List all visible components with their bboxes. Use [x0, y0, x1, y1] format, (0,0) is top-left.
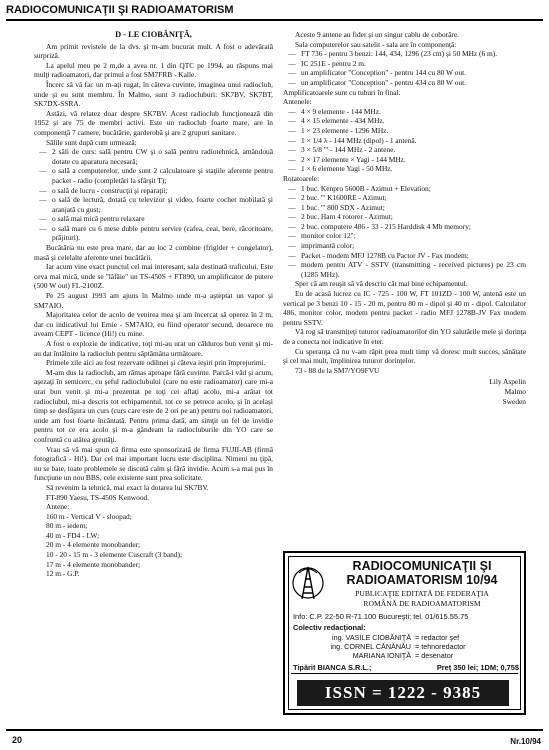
list-item — [283, 126, 526, 136]
list-item-text: 2 buc. computere 486 - 33 - 215 Harddisk 4 Mb memory; — [301, 221, 471, 231]
paragraph: 160 m - Vertical V - sloopad; — [46, 511, 132, 521]
paragraph: 40 m - FD4 - LW; — [46, 530, 100, 540]
list-bullet: — — [39, 214, 47, 224]
list-item — [283, 203, 526, 213]
list-item — [283, 222, 526, 232]
page-number: 20 — [12, 735, 23, 745]
list-bullet: — — [288, 193, 296, 203]
list-item — [283, 136, 526, 146]
list-item — [283, 260, 526, 279]
list-bullet: — — [288, 241, 296, 251]
list-item-text: 1 buc. "' 800 SDX - Azimut; — [301, 202, 385, 212]
list-item — [34, 224, 273, 243]
list-item-text: imprimantă color; — [301, 241, 355, 251]
paragraph: M-am dus la radioclub, am rămas aproape fără cuvinte. Parcă-i văd şi acum, aşezaţi în semicerc, cu şeful radioclubului (care nu este radioamator) care mi-a urat bun venit şi mi-a prezentat pe toţi cei aflaţi acolo, mi-a arătat tot radioclubul, mi-a descris tot echipamentul, tot ce se petrece acolo, şi în acelaşi timp se desfăşura un curs (curs care este de 2 ori pe an) pentru noi radioamatori, unde am fost foarte încântată. Pentru prima dată, am simţit un fel de invidie pentru tot ce era acolo şi m-a gândeam la radiocluburile din YO care se confruntă cu atâtea greutăţi. — [34, 367, 273, 444]
list-bullet: — — [288, 212, 296, 222]
paragraph: Antenele: — [283, 97, 312, 107]
staff-role: = redactor şef — [415, 633, 460, 642]
list-bullet: — — [39, 195, 47, 205]
list-bullet: — — [288, 145, 296, 155]
paragraph: Iar acum vine exact punctul cel mai interesant, sala destinată traficului. Este ceva mai mică, unde se "lăfăie" un TS-450S + FT890, un amplificator de putere (500 W out) FL-2100Z. — [34, 262, 273, 291]
paragraph: Majoritatea celor de acolo de venirea mea şi am încercat să operez în 2 m, dar cu indicativul lui Ernie - SM7AIO, eu fiind operator secund, deoarece nu aveam CEPT - licence (Hi!) cu mine. — [34, 310, 273, 339]
paragraph: 17 m - 4 elemente monobander; — [46, 559, 141, 569]
list-item-text: 2 buc. "' K1600RE - Azimut; — [301, 193, 387, 203]
list-bullet: — — [288, 116, 296, 126]
antenna-tower-logo-icon — [291, 561, 325, 603]
editorial-collective-label: Colectiv redacţional: — [293, 623, 366, 632]
staff-name: ing. CORNEL CĂNĂNĂU — [330, 642, 411, 652]
price: Preţ 350 lei; 1DM; 0,75$ — [436, 663, 519, 672]
staff-row — [293, 633, 519, 642]
list-bullet: — — [288, 154, 296, 164]
list-item — [34, 195, 273, 214]
list-bullet: — — [288, 135, 296, 145]
staff-row — [293, 651, 519, 660]
paragraph: Bucătăria nu este prea mare, dar au loc 2 combine (frigider + congelator), masă şi celelalte aferente unei bucătării. — [34, 243, 273, 262]
list-item-text: 1 × 1/4 λ - 144 MHz (dipol) - 1 antenă. — [301, 135, 417, 145]
list-item — [34, 147, 273, 166]
article-title: D - LE CIOBĂNIŢĂ, — [115, 30, 192, 39]
paragraph: 12 m - G.P. — [46, 569, 80, 579]
list-bullet: — — [288, 183, 296, 193]
list-item-text: 3 × 5/8 "' - 144 MHz - 2 antene. — [301, 145, 396, 155]
list-item-text: 4 × 15 elemente - 434 MHz. — [301, 116, 385, 126]
list-bullet: — — [288, 231, 296, 241]
paragraph: Amplificatoarele sunt cu tuburi în final. — [283, 87, 401, 97]
list-bullet: — — [39, 185, 47, 195]
paragraph: Aceste 9 antene au fider şi un singur cablu de coborâre. — [295, 30, 459, 39]
paragraph: Sala computerelor sau satelit - sala are în componenţă: — [295, 39, 457, 49]
publisher-line-2: ROMÂNĂ DE RADIOAMATORISM — [363, 599, 481, 608]
staff-role: = desenator — [415, 651, 454, 661]
list-item-text: 1 × 23 elemente - 1296 MHz. — [301, 125, 389, 135]
list-item — [34, 186, 273, 196]
masthead-title-line-2: RADIOAMATORISM 10/94 — [346, 573, 498, 587]
list-bullet: — — [288, 49, 296, 59]
paragraph: Sălile sunt după cum urmează: — [46, 137, 137, 147]
list-bullet: — — [288, 260, 296, 270]
list-bullet: — — [39, 147, 47, 157]
paragraph: Am primit revistele de la dvs. şi m-am bucurat mult. A fost o adevărată surpriză. — [34, 41, 273, 61]
masthead-title-line-1: RADIOCOMUNICAŢII ŞI — [352, 559, 492, 573]
publisher-line-1: PUBLICAŢIE EDITATĂ DE FEDERAŢIA — [355, 589, 489, 598]
paragraph: 73 - 88 de la SM7/YO9FVU — [295, 365, 380, 375]
list-item-text: modem pentru ATV - SSTV (transmitting - received pictures) pe 23 cm (1285 MHz). — [301, 260, 526, 279]
list-item — [283, 78, 526, 88]
list-bullet: — — [288, 221, 296, 231]
paragraph: Vă rog să transmiteţi tuturor radioamatorilor din YO salutările mele şi dorinţa de a conecta noi indicative în eter. — [283, 327, 526, 346]
list-bullet: — — [288, 106, 296, 116]
staff-name: MARIANA IONIŢĂ — [352, 651, 411, 661]
list-item — [34, 214, 273, 224]
list-bullet: — — [288, 77, 296, 87]
article-left-column — [34, 30, 273, 579]
paragraph: La apelul meu pe 2 m,de a avea nr. 1 din QTC pe 1994, au răspuns mai mulţi radioamatori, dar primul a fost SM7FRB - Kalle. — [34, 60, 273, 80]
paragraph: 80 m - iedern; — [46, 521, 88, 531]
masthead-separator — [291, 673, 518, 674]
paragraph: 10 - 20 - 15 m - 3 elemente Cuscraft (3 band); — [46, 550, 183, 560]
list-bullet: — — [288, 68, 296, 78]
printer-price-line — [293, 663, 519, 672]
list-item-text: 1 buc. Kenpro 5600B - Azimut + Elevation; — [301, 183, 431, 193]
paragraph: Eu de acasă lucrez cu IC - 725 - 100 W, FT 101ZD - 100 W, antenă este un vertical pe 3 benzi 10 - 15 - 20 m, pentru 80 m - dipol şi 40 m - dipol. Calculator 486, monitor color, modem pentru packet - radio MFJ 1278B-JV Fax modem pentru SSTV. — [283, 289, 526, 327]
paragraph: Astăzi, vă relatez doar despre SK7BV. Acest radioclub funcţionează din 1952 şi are 75 de membri activi. Este un radioclub foarte mare, are în componenţă 7 camere, bucătărie, garderobă şi are 2 grupuri sanitare. — [34, 108, 273, 137]
paragraph: A fost o explozie de indicative, toţi mi-au urat un călduros bun venit şi mi-au dat întâlnire la radioclub pentru săptămâna următoare. — [34, 339, 273, 358]
issue-number: Nr.10/94 — [510, 737, 541, 746]
list-item-text: Packet - modem MFJ 1278B cu Pactor JV - Fax modem; — [301, 250, 469, 260]
list-item — [34, 166, 273, 185]
list-item — [283, 116, 526, 126]
list-bullet: — — [288, 250, 296, 260]
list-bullet: — — [288, 125, 296, 135]
paragraph: FT-890 Yaesu, TS-450S Kenwood. — [46, 492, 150, 502]
list-bullet: — — [288, 202, 296, 212]
paragraph: Sper că am reuşit să vă descriu cât mai bine echipamentul. — [295, 279, 468, 289]
list-item-text: o sală mare cu 6 mese duble pentru servire (cafea, ceai, bere, răcoritoare, prăjituri). — [52, 223, 273, 243]
contact-info: Info: C.P. 22-50 R-71.100 Bucureşti; tel. 01/615.55.75 — [293, 612, 469, 621]
list-item-text: 2 buc. Ham 4 rotorer - Azimut; — [301, 212, 393, 222]
footer-rule — [6, 729, 543, 731]
editorial-staff-list — [293, 633, 519, 661]
list-item — [283, 241, 526, 251]
paragraph: Lily Aspelin — [489, 377, 526, 387]
list-item-text: o sală a computerelor, unde sunt 2 calculatoare şi staţiile aferente pentru packet - radio (completări la sfârşit T); — [52, 166, 273, 185]
list-bullet: — — [39, 166, 47, 176]
list-item-text: o sală mai mică pentru relaxare — [52, 214, 145, 224]
list-item-text: 1 × 6 elemente Yagi - 50 MHz. — [301, 164, 393, 174]
list-item — [283, 251, 526, 261]
list-item — [283, 59, 526, 69]
staff-role: = tehnoredactor — [415, 642, 466, 652]
list-item-text: 2 × 17 elemente × Yagi - 144 MHz. — [301, 154, 406, 164]
paragraph: Cu speranţa că nu v-am răpit prea mult timp vă doresc mult succes, sănătate şi cel mai mult, împlinirea tuturor dorinţelor. — [283, 346, 526, 366]
list-item — [283, 107, 526, 117]
article-right-column — [283, 30, 526, 406]
list-item — [283, 145, 526, 155]
list-item-text: o sală de lucru - construcţii şi reparaţii; — [52, 185, 168, 195]
list-item-text: FT 736 - pentru 3 benzi: 144, 434, 1296 (23 cm) şi 50 MHz (6 m). — [301, 49, 498, 59]
running-header: RADIOCOMUNICAŢII ŞI RADIOAMATORISM — [6, 4, 234, 16]
staff-row — [293, 642, 519, 651]
paragraph: Antene: — [46, 502, 70, 512]
paragraph: Sweden — [502, 396, 526, 406]
list-bullet: — — [288, 164, 296, 174]
issn-banner: ISSN = 1222 - 9385 — [297, 680, 509, 706]
paragraph: Malmo — [504, 386, 526, 396]
list-item — [283, 231, 526, 241]
paragraph: Vrau să vă mai spun că firma este sponsorizată de firma FUJII-AB (firmă fotografică - Hi!). Dar cel mai important lucru este disciplina. Nimeni nu ţipă, nu se bate, toate problemele se discută calm şi fără invidie. Acum s-a mai pus în funcţiune un nou BBS, cele existente sunt prea solicitate. — [34, 444, 273, 483]
list-item-text: 4 × 9 elemente - 144 MHz. — [301, 106, 381, 116]
list-item-text: 2 săli de curs: sală pentru CW şi o sală pentru radiotehnică, amândouă dotate cu aparatura necesară; — [52, 147, 273, 166]
masthead-box — [283, 551, 526, 715]
paragraph: Rotatoarele: — [283, 173, 320, 183]
header-rule — [6, 19, 543, 21]
paragraph: Pe 25 august 1993 am ajuns în Malmo unde m-a aşteptat un vapor şi SM7AIO. — [34, 291, 273, 310]
list-item — [283, 193, 526, 203]
paragraph: Să revenim la tehnică, mai exact la dotarea lui SK7BV. — [46, 482, 209, 492]
paragraph: Primele zile aici au fost rezervate odihnei şi câteva ieşiri prin împrejurimi. — [46, 358, 266, 368]
paragraph: Încerc să vă fac un m-ați rugat, în câteva cuvinte, imaginea unui radioclub, unde şi eu sunt membru. În Malmo, sunt 3 radiocluburi: SK7BV, SK7BT, SK7DX-SSRA. — [34, 79, 273, 109]
list-item-text: monitor color 12"; — [301, 231, 356, 241]
list-item — [283, 49, 526, 59]
list-item — [283, 155, 526, 165]
list-item — [283, 164, 526, 174]
printer-name: Tipărit BIANCA S.R.L.; — [293, 663, 372, 672]
list-item-text: o sală de lectură, dotată cu televizor şi video, foarte cochet mobilată şi aranjată cu gust; — [52, 195, 273, 214]
list-item-text: un amplificator "Conception" - pentru 434 cu 80 W out. — [301, 77, 467, 87]
list-bullet: — — [288, 58, 296, 68]
paragraph: 20 m - 4 elemente monobander; — [46, 540, 141, 550]
list-item-text: un amplificator "Conception" - pentru 144 cu 80 W out. — [301, 68, 467, 78]
list-item — [283, 184, 526, 194]
list-bullet: — — [39, 223, 47, 233]
list-item-text: IC 251E - pentru 2 m. — [301, 58, 366, 68]
staff-name: ing. VASILE CIOBĂNIŢĂ — [332, 633, 411, 642]
list-item — [283, 68, 526, 78]
list-item — [283, 212, 526, 222]
